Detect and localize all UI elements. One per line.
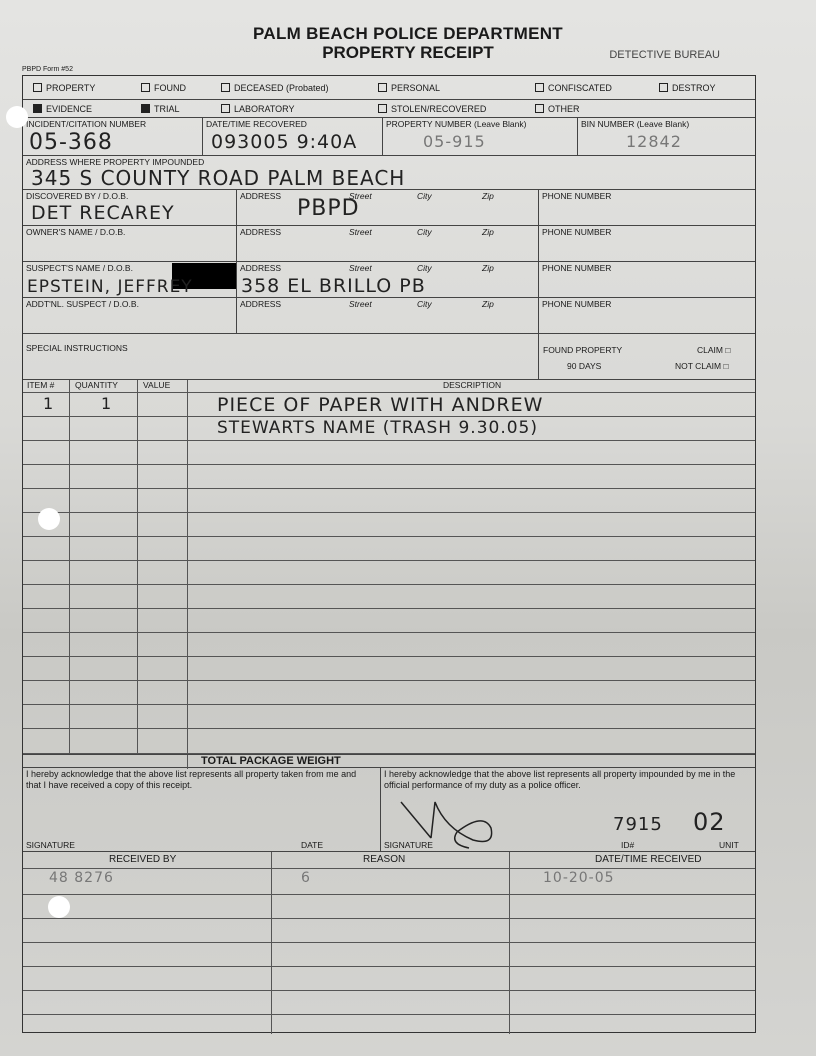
addl-suspect-label: ADDT'NL. SUSPECT / D.O.B. bbox=[26, 299, 139, 309]
owner-label: OWNER'S NAME / D.O.B. bbox=[26, 227, 126, 237]
id-label: ID# bbox=[621, 840, 635, 850]
checkbox-stolen-recovered[interactable]: STOLEN/RECOVERED bbox=[378, 104, 486, 114]
received-by-header: RECEIVED BY bbox=[109, 854, 177, 865]
checkbox-confiscated[interactable]: CONFISCATED bbox=[535, 83, 612, 93]
special-instructions-label: SPECIAL INSTRUCTIONS bbox=[26, 343, 128, 353]
bureau-label: DETECTIVE BUREAU bbox=[609, 49, 720, 61]
description-header: DESCRIPTION bbox=[443, 380, 502, 390]
checkbox-property[interactable]: PROPERTY bbox=[33, 83, 95, 93]
property-number-value[interactable]: 05-915 bbox=[423, 132, 486, 151]
checkbox-evidence[interactable]: EVIDENCE bbox=[33, 104, 92, 114]
reason-header: REASON bbox=[363, 854, 406, 865]
form-number: PBPD Form #52 bbox=[22, 66, 73, 73]
numbers-row bbox=[23, 118, 755, 156]
not-claim-checkbox[interactable]: NOT CLAIM □ bbox=[675, 361, 729, 371]
address-impounded-label: ADDRESS WHERE PROPERTY IMPOUNDED bbox=[26, 157, 205, 167]
department-title: PALM BEACH POLICE DEPARTMENT bbox=[253, 24, 563, 43]
checkbox-row-1 bbox=[23, 76, 755, 100]
checkbox-personal[interactable]: PERSONAL bbox=[378, 83, 440, 93]
date-recovered-label: DATE/TIME RECOVERED bbox=[206, 119, 307, 129]
date-time-received-value[interactable]: 10-20-05 bbox=[543, 870, 615, 886]
address-impounded-value[interactable]: 345 S COUNTY ROAD PALM BEACH bbox=[31, 166, 406, 190]
punch-hole-middle bbox=[38, 508, 60, 530]
total-weight-row bbox=[23, 754, 755, 768]
checkbox-found[interactable]: FOUND bbox=[141, 83, 186, 93]
ninety-days-label: 90 DAYS bbox=[567, 361, 602, 371]
punch-hole-bottom bbox=[48, 896, 70, 918]
checkbox-row-2 bbox=[23, 100, 755, 118]
suspect-row: SUSPECT'S NAME / D.O.B. EPSTEIN, JEFFREY ADDRESS Street City Zip 358 EL BRILLO PB PHONE NUMBER bbox=[23, 262, 755, 298]
officer-signature bbox=[395, 788, 505, 852]
form-grid bbox=[22, 75, 756, 1033]
unit-label: UNIT bbox=[719, 840, 739, 850]
item-number-header: ITEM # bbox=[27, 380, 55, 390]
checkbox-destroy[interactable]: DESTROY bbox=[659, 83, 716, 93]
discovered-address-value[interactable]: PBPD bbox=[297, 196, 360, 221]
signature-right-label: SIGNATURE bbox=[384, 840, 433, 850]
officer-id-value[interactable]: 7915 bbox=[613, 814, 663, 835]
owner-row: OWNER'S NAME / D.O.B. ADDRESS Street City Zip PHONE NUMBER bbox=[23, 226, 755, 262]
discovered-by-value[interactable]: DET RECAREY bbox=[31, 202, 175, 224]
total-weight-label: TOTAL PACKAGE WEIGHT bbox=[201, 755, 341, 767]
unit-value[interactable]: 02 bbox=[693, 808, 726, 836]
ack-left-text: I hereby acknowledge that the above list represents all property taken from me and that I have received a copy of this receipt. bbox=[26, 769, 357, 790]
incident-label: INCIDENT/CITATION NUMBER bbox=[26, 119, 147, 129]
discovered-address-label: ADDRESS bbox=[240, 191, 282, 201]
date-recovered-value[interactable]: 093005 9:40A bbox=[211, 131, 358, 153]
incident-number-value[interactable]: 05-368 bbox=[29, 130, 113, 155]
item-1-quantity[interactable]: 1 bbox=[101, 394, 113, 413]
item-1-description-line-1[interactable]: PIECE OF PAPER WITH ANDREW bbox=[217, 394, 544, 416]
bin-number-value[interactable]: 12842 bbox=[626, 132, 682, 151]
discovered-label: DISCOVERED BY / D.O.B. bbox=[26, 191, 129, 201]
date-time-received-header: DATE/TIME RECEIVED bbox=[595, 854, 702, 865]
property-number-label: PROPERTY NUMBER (Leave Blank) bbox=[386, 119, 527, 129]
found-property-label: FOUND PROPERTY bbox=[543, 345, 623, 355]
custody-table bbox=[23, 852, 755, 1034]
reason-value[interactable]: 6 bbox=[301, 870, 311, 886]
checkbox-laboratory[interactable]: LABORATORY bbox=[221, 104, 295, 114]
discovered-row: DISCOVERED BY / D.O.B. DET RECAREY ADDRESS Street City Zip PBPD PHONE NUMBER bbox=[23, 190, 755, 226]
suspect-label: SUSPECT'S NAME / D.O.B. bbox=[26, 263, 133, 273]
item-1-number[interactable]: 1 bbox=[43, 394, 55, 413]
items-table bbox=[23, 380, 755, 754]
checkbox-trial[interactable]: TRIAL bbox=[141, 104, 180, 114]
ack-right-text: I hereby acknowledge that the above list represents all property impounded by me in the official performance of my duty as a police officer. bbox=[384, 769, 736, 790]
claim-checkbox[interactable]: CLAIM □ bbox=[697, 345, 731, 355]
checkbox-other[interactable]: OTHER bbox=[535, 104, 580, 114]
punch-hole-top bbox=[6, 106, 28, 128]
acknowledgement-row bbox=[23, 768, 755, 852]
date-label: DATE bbox=[301, 840, 324, 850]
value-header: VALUE bbox=[143, 380, 171, 390]
special-instructions-row bbox=[23, 334, 755, 380]
address-impounded-row bbox=[23, 156, 755, 190]
signature-left-label: SIGNATURE bbox=[26, 840, 75, 850]
suspect-name-value[interactable]: EPSTEIN, JEFFREY bbox=[27, 277, 193, 297]
suspect-address-value[interactable]: 358 EL BRILLO PB bbox=[241, 275, 426, 297]
addl-suspect-row: ADDT'NL. SUSPECT / D.O.B. ADDRESS Street City Zip PHONE NUMBER bbox=[23, 298, 755, 334]
discovered-phone-label: PHONE NUMBER bbox=[542, 191, 612, 201]
addl-suspect-phone-label: PHONE NUMBER bbox=[542, 299, 612, 309]
owner-phone-label: PHONE NUMBER bbox=[542, 227, 612, 237]
received-by-value[interactable]: 48 8276 bbox=[49, 870, 114, 886]
checkbox-deceased[interactable]: DECEASED (Probated) bbox=[221, 83, 329, 93]
item-1-description-line-2[interactable]: STEWARTS NAME (TRASH 9.30.05) bbox=[217, 418, 539, 438]
suspect-phone-label: PHONE NUMBER bbox=[542, 263, 612, 273]
bin-number-label: BIN NUMBER (Leave Blank) bbox=[581, 119, 690, 129]
form-title: PROPERTY RECEIPT bbox=[322, 43, 494, 62]
quantity-header: QUANTITY bbox=[75, 380, 118, 390]
